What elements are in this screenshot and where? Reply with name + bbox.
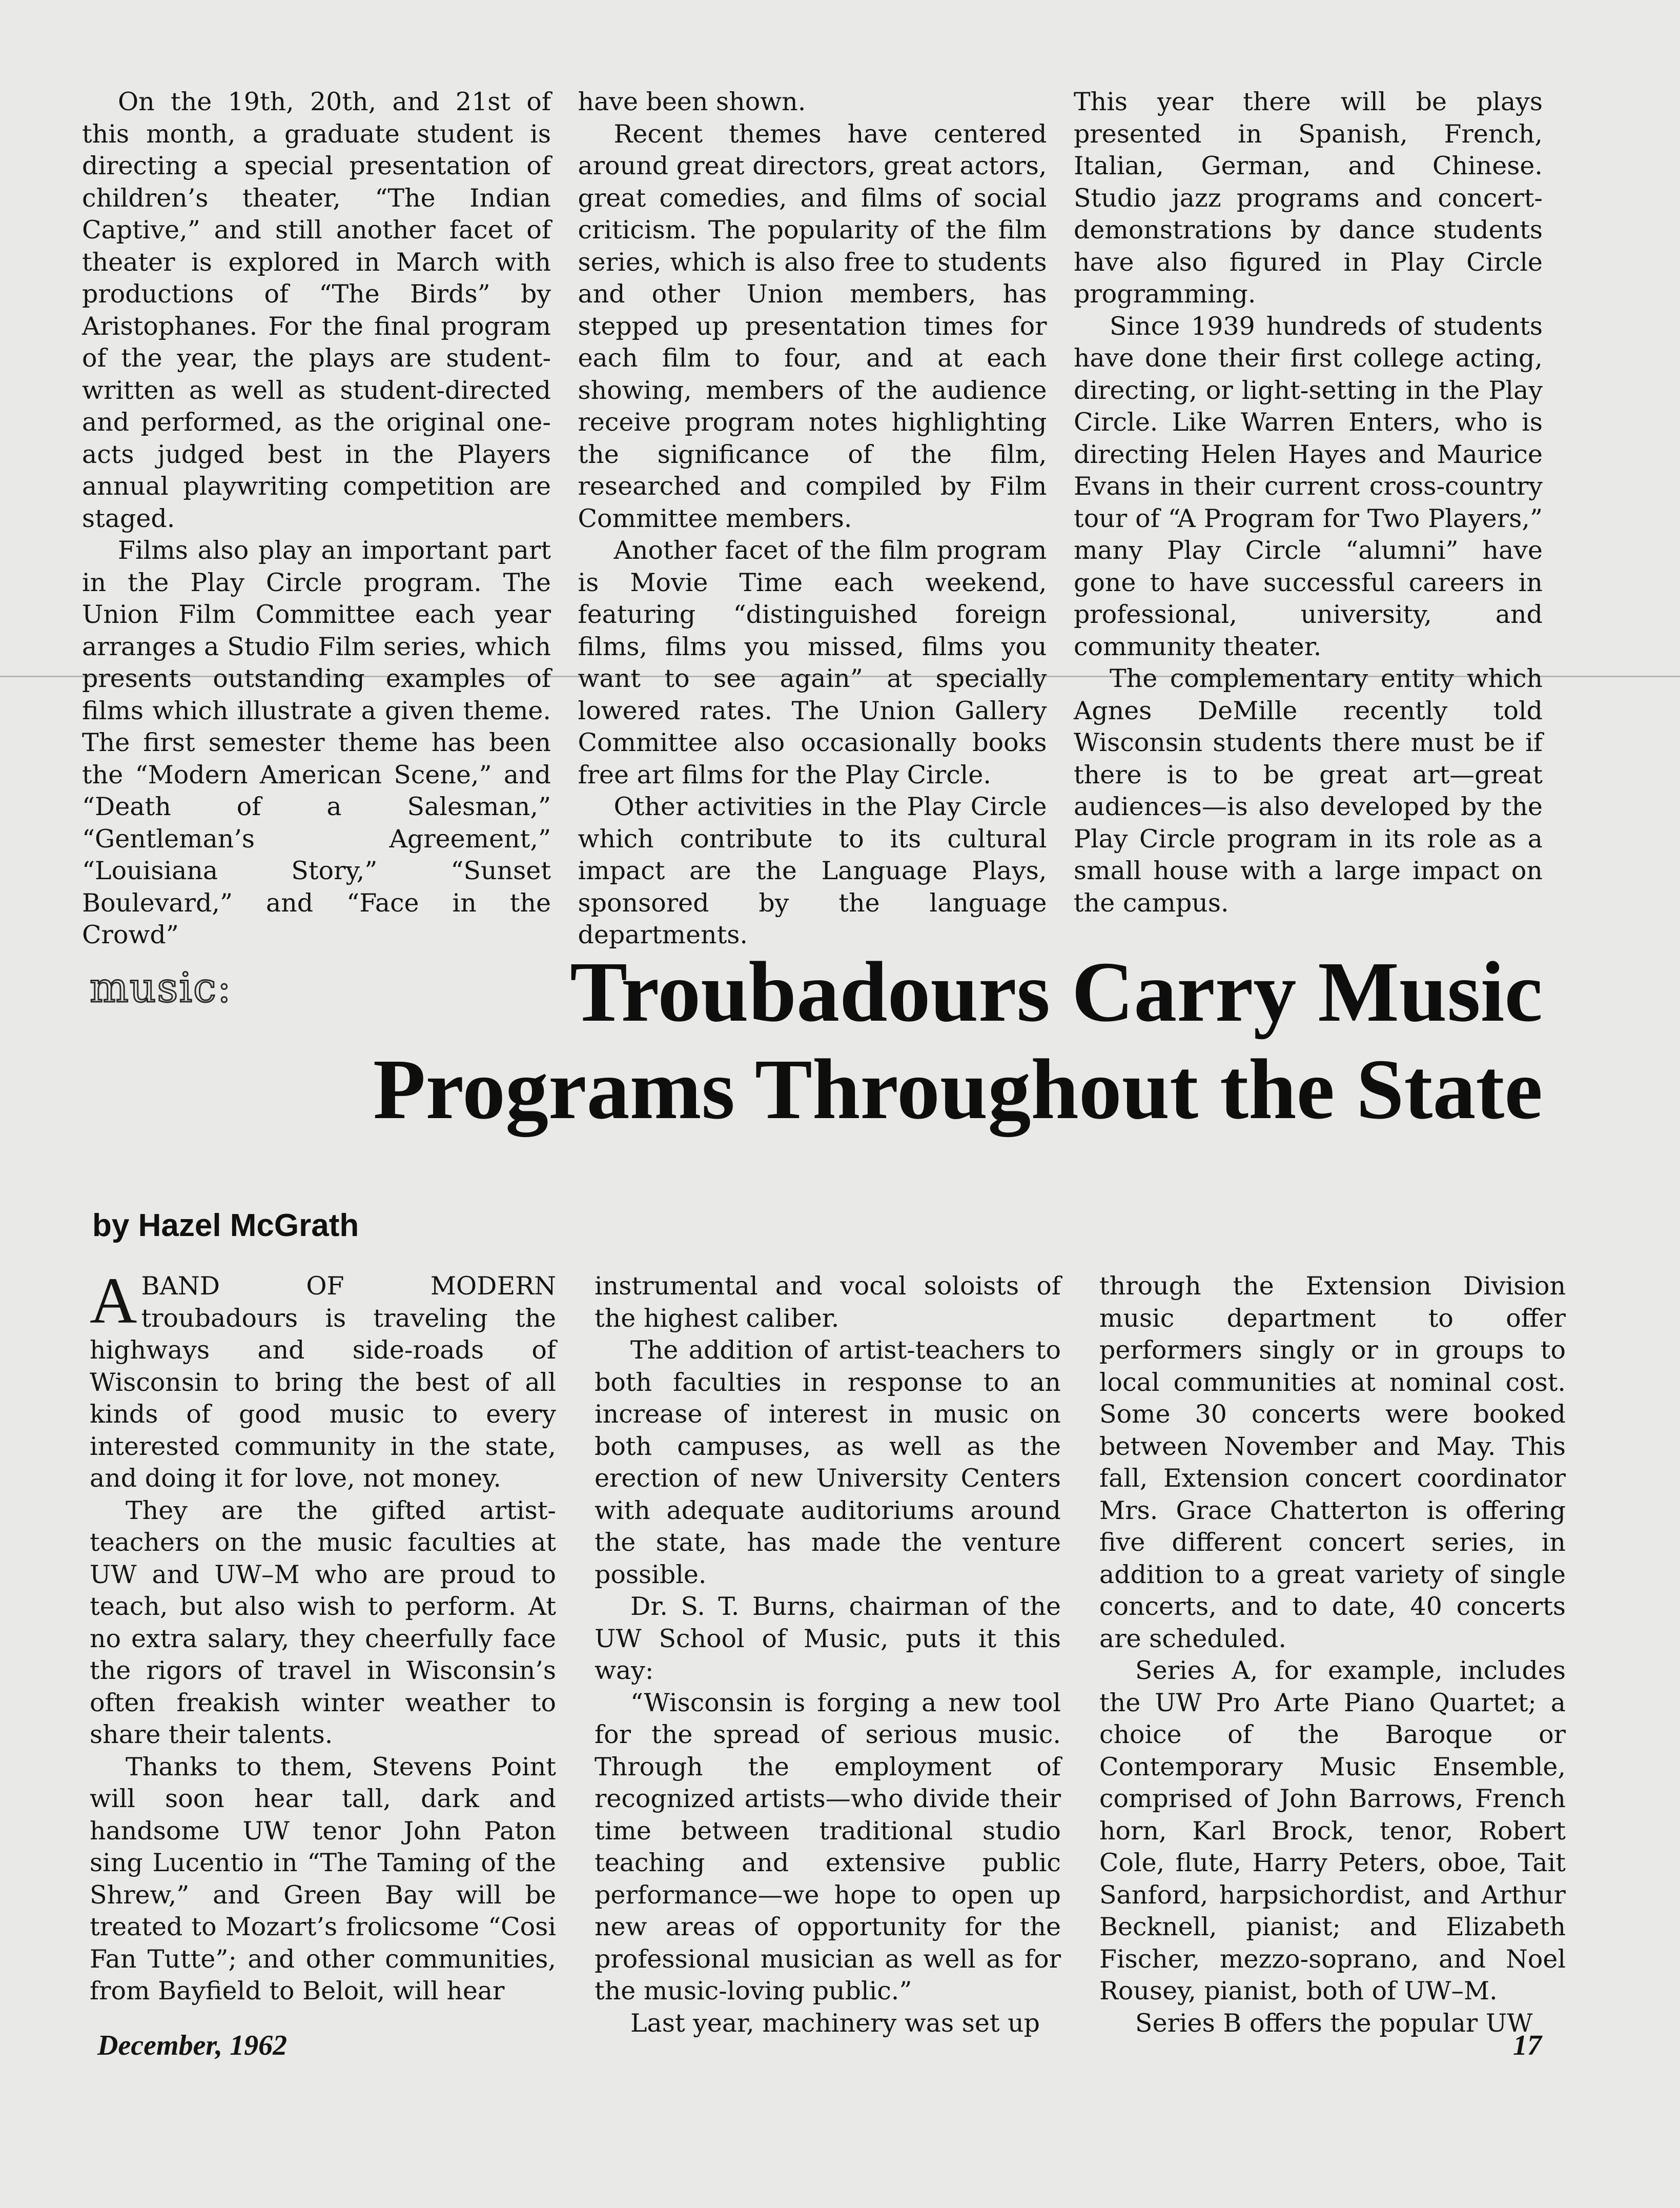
- page-number: 17: [1513, 2030, 1542, 2061]
- paragraph: have been shown.: [578, 87, 806, 116]
- paragraph: On the 19th, 20th, and 21st of this month, a graduate student is directing a special presentation of children’s theater, “The Indian Captive,” and still another facet of theater is explored in March with productions of “The Birds” by Aristophanes. For the final program of the year, the plays are student-written as well as student-directed and performed, as the original one-acts judged best in the Players annual playwriting competition are staged.: [82, 87, 551, 533]
- top-columns: [82, 86, 1543, 949]
- article-columns: [90, 1264, 1566, 2044]
- lead-caps: BAND OF MODERN: [141, 1271, 556, 1301]
- section-label: music:: [90, 964, 232, 1011]
- paragraph: “Wisconsin is forging a new tool for the spread of serious music. Through the employment of recognized artists—who divide their time between traditional studio teaching and extensive public performance—we hope to open up new areas of opportunity for the professional musician as well as for the music-loving public.”: [595, 1688, 1061, 2006]
- paragraph: Another facet of the film program is Movie Time each weekend, featuring “distinguished foreign films, films you missed, films you want to see again” at specially lowered rates. The Union Gallery Committee also occasionally books free art films for the Play Circle.: [578, 536, 1047, 789]
- paragraph: This year there will be plays presented in Spanish, French, Italian, German, and Chinese. Studio jazz programs and concert-demonstrations by dance students have also figured in Play Circle programming.: [1074, 87, 1543, 309]
- article-column-3: [1099, 1270, 1566, 2044]
- issue-date: December, 1962: [97, 2030, 288, 2061]
- paragraph: Thanks to them, Stevens Point will soon hear tall, dark and handsome UW tenor John Paton sing Lucentio in “The Taming of the Shrew,” and Green Bay will be treated to Mozart’s frolicsome “Cosi Fan Tutte”; and other communities, from Bayfield to Beloit, will hear: [90, 1752, 556, 2006]
- paragraph: Films also play an important part in the Play Circle program. The Union Film Committee each year arranges a Studio Film series, which presents outstanding examples of films which illustrate a given theme. The first semester theme has been the “Modern American Scene,” and “Death of a Salesman,” “Gentleman’s Agreement,” “Louisiana Story,” “Sunset Boulevard,” and “Face in the Crowd”: [82, 536, 551, 949]
- paragraph: Series A, for example, includes the UW Pro Arte Piano Quartet; a choice of the Baroque or Contemporary Music Ensemble, comprised of John Barrows, French horn, Karl Brock, tenor, Robert Cole, flute, Harry Peters, oboe, Tait Sanford, harpsichordist, and Arthur Becknell, pianist; and Elizabeth Fischer, mezzo-soprano, and Noel Rousey, pianist, both of UW–M.: [1099, 1656, 1566, 2006]
- byline: by Hazel McGrath: [92, 1208, 359, 1243]
- lead-paragraph: [90, 1264, 556, 1495]
- paragraph: Recent themes have centered around great directors, great actors, great comedies, and films of social criticism. The popularity of the film series, which is also free to students and other Union members, has stepped up presentation times for each film to four, and at each showing, members of the audience receive program notes highlighting the significance of the film, researched and compiled by Film Committee members.: [578, 119, 1047, 533]
- paragraph: The addition of artist-teachers to both faculties in response to an increase of interest in music on both campuses, as well as the erection of new University Centers with adequate auditoriums around the state, has made the venture possible.: [595, 1335, 1061, 1589]
- paragraph: Other activities in the Play Circle which contribute to its cultural impact are the Language Plays, sponsored by the language departments.: [578, 792, 1047, 949]
- paragraph: Dr. S. T. Burns, chairman of the UW School of Music, puts it this way:: [595, 1592, 1061, 1685]
- headline-line-2: Programs Throughout the State: [373, 1042, 1543, 1137]
- paragraph: The complementary entity which Agnes DeMille recently told Wisconsin students there must be if there is to be great art—great audiences—is also developed by the Play Circle program in its role as a small house with a large impact on the campus.: [1074, 664, 1543, 918]
- top-column-3: [1074, 86, 1543, 927]
- paragraph: through the Extension Division music department to offer performers singly or in groups to local communities at nominal cost. Some 30 concerts were booked between November and May. This fall, Extension concert coordinator Mrs. Grace Chatterton is offering five different concert series, in addition to a great variety of single concerts, and to date, 40 concerts are scheduled.: [1099, 1271, 1566, 1653]
- article-column-1: [90, 1264, 556, 2044]
- top-column-2: [578, 86, 1047, 949]
- paragraph: Series B offers the popular UW: [1135, 2008, 1533, 2038]
- paragraph: They are the gifted artist-teachers on the music faculties at UW and UW–M who are proud to teach, but also wish to perform. At no extra salary, they cheerfully face the rigors of travel in Wisconsin’s often freakish winter weather to share their talents.: [90, 1495, 556, 1749]
- top-column-1: [82, 86, 551, 949]
- paragraph: Since 1939 hundreds of students have done their first college acting, directing, or light-setting in the Play Circle. Like Warren Enters, who is directing Helen Hayes and Maurice Evans in their current cross-country tour of “A Program for Two Players,” many Play Circle “alumni” have gone to have successful careers in professional, university, and community theater.: [1074, 311, 1543, 661]
- headline: [159, 943, 1543, 1138]
- paragraph: instrumental and vocal soloists of the highest caliber.: [595, 1271, 1061, 1333]
- paragraph: Last year, machinery was set up: [630, 2008, 1040, 2038]
- headline-line-1: Troubadours Carry Music: [570, 944, 1543, 1040]
- drop-cap: A: [90, 1264, 137, 1337]
- lead-text: troubadours is traveling the highways and side-roads of Wisconsin to bring the best of all kinds of good music to every interested community in the state, and doing it for love, not money.: [90, 1303, 556, 1493]
- article-column-2: [595, 1270, 1061, 2044]
